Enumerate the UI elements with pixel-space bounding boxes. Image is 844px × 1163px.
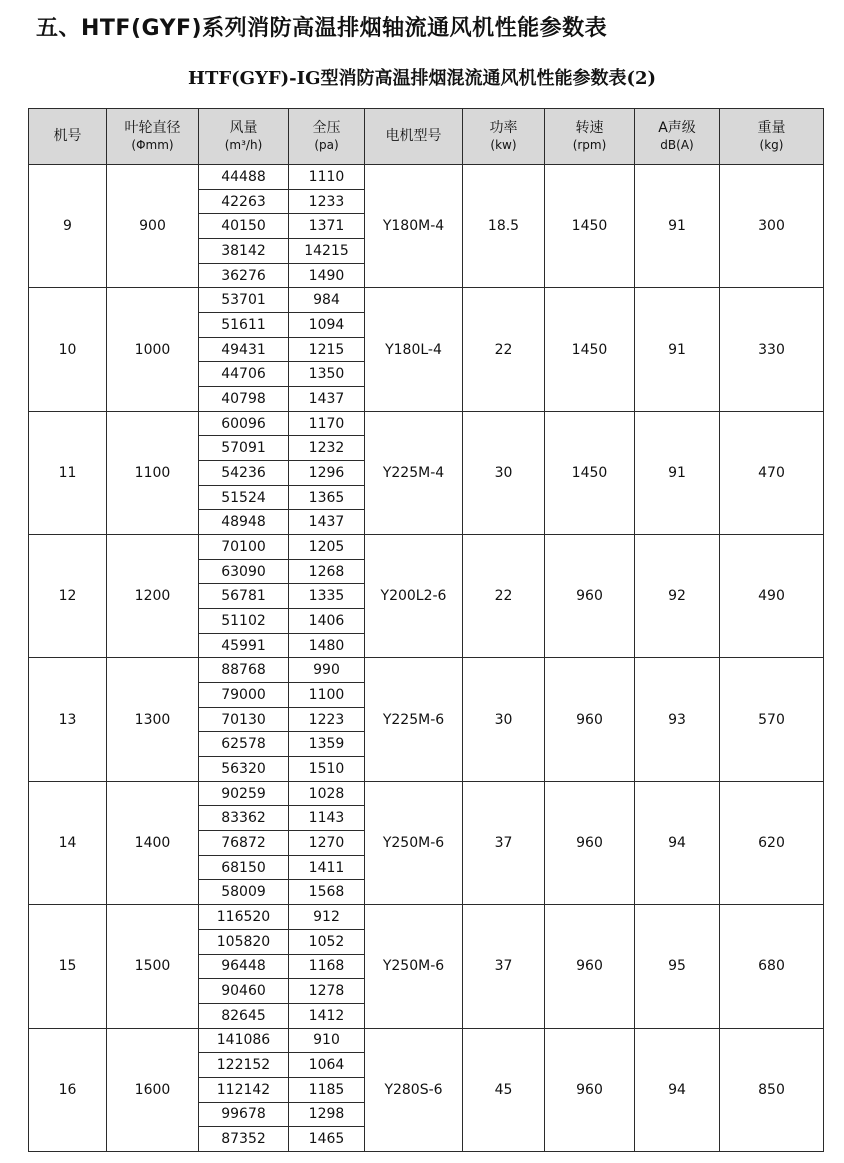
header-row: [29, 109, 824, 165]
air-volume-cell: 57091: [199, 436, 289, 461]
total-pressure-cell: 1110: [289, 165, 365, 190]
air-volume-cell: 36276: [199, 263, 289, 288]
fan-weight: 620: [720, 781, 824, 904]
model-number: 10: [29, 288, 107, 411]
air-volume-cell: 40798: [199, 387, 289, 412]
air-volume-cell: 40150: [199, 214, 289, 239]
fan-weight: 330: [720, 288, 824, 411]
table-row: [29, 411, 824, 436]
total-pressure-cell: 1568: [289, 880, 365, 905]
impeller-diameter: 900: [107, 165, 199, 288]
header-model-no: 机号: [29, 109, 107, 165]
total-pressure-cell: 1490: [289, 263, 365, 288]
total-pressure-cell: 1052: [289, 929, 365, 954]
noise-level: 93: [635, 658, 720, 781]
total-pressure-cell: 984: [289, 288, 365, 313]
fan-weight: 300: [720, 165, 824, 288]
air-volume-cell: 68150: [199, 855, 289, 880]
impeller-diameter: 1400: [107, 781, 199, 904]
noise-level: 92: [635, 535, 720, 658]
motor-model: Y250M-6: [365, 905, 463, 1028]
total-pressure-cell: 1296: [289, 461, 365, 486]
total-pressure-cell: 1028: [289, 781, 365, 806]
header-power: 功率 (kw): [463, 109, 545, 165]
header-impeller-diameter: 叶轮直径 (Φmm): [107, 109, 199, 165]
header-weight: 重量 (kg): [720, 109, 824, 165]
impeller-diameter: 1000: [107, 288, 199, 411]
header-total-pressure: 全压 (pa): [289, 109, 365, 165]
air-volume-cell: 60096: [199, 411, 289, 436]
total-pressure-cell: 1480: [289, 633, 365, 658]
air-volume-cell: 51102: [199, 609, 289, 634]
rotation-speed: 960: [545, 905, 635, 1028]
total-pressure-cell: 1233: [289, 189, 365, 214]
air-volume-cell: 122152: [199, 1053, 289, 1078]
air-volume-cell: 58009: [199, 880, 289, 905]
noise-level: 94: [635, 1028, 720, 1151]
model-number: 13: [29, 658, 107, 781]
motor-model: Y225M-6: [365, 658, 463, 781]
fan-weight: 680: [720, 905, 824, 1028]
total-pressure-cell: 1359: [289, 732, 365, 757]
model-number: 14: [29, 781, 107, 904]
air-volume-cell: 76872: [199, 831, 289, 856]
motor-model: Y250M-6: [365, 781, 463, 904]
air-volume-cell: 44706: [199, 362, 289, 387]
air-volume-cell: 56320: [199, 757, 289, 782]
table-row: [29, 658, 824, 683]
air-volume-cell: 87352: [199, 1127, 289, 1152]
fan-weight: 570: [720, 658, 824, 781]
model-number: 16: [29, 1028, 107, 1151]
total-pressure-cell: 1350: [289, 362, 365, 387]
motor-model: Y200L2-6: [365, 535, 463, 658]
motor-model: Y180M-4: [365, 165, 463, 288]
model-number: 9: [29, 165, 107, 288]
air-volume-cell: 44488: [199, 165, 289, 190]
total-pressure-cell: 1232: [289, 436, 365, 461]
noise-level: 91: [635, 165, 720, 288]
air-volume-cell: 51524: [199, 485, 289, 510]
air-volume-cell: 49431: [199, 337, 289, 362]
motor-power: 30: [463, 658, 545, 781]
total-pressure-cell: 1270: [289, 831, 365, 856]
total-pressure-cell: 1412: [289, 1003, 365, 1028]
air-volume-cell: 56781: [199, 584, 289, 609]
total-pressure-cell: 1298: [289, 1102, 365, 1127]
impeller-diameter: 1300: [107, 658, 199, 781]
total-pressure-cell: 1064: [289, 1053, 365, 1078]
air-volume-cell: 82645: [199, 1003, 289, 1028]
air-volume-cell: 96448: [199, 954, 289, 979]
total-pressure-cell: 1170: [289, 411, 365, 436]
model-number: 12: [29, 535, 107, 658]
total-pressure-cell: 14215: [289, 239, 365, 264]
air-volume-cell: 63090: [199, 559, 289, 584]
air-volume-cell: 116520: [199, 905, 289, 930]
page-heading: 五、HTF(GYF)系列消防高温排烟轴流通风机性能参数表: [36, 16, 608, 41]
fan-weight: 490: [720, 535, 824, 658]
air-volume-cell: 88768: [199, 658, 289, 683]
impeller-diameter: 1200: [107, 535, 199, 658]
air-volume-cell: 42263: [199, 189, 289, 214]
model-number: 11: [29, 411, 107, 534]
total-pressure-cell: 1335: [289, 584, 365, 609]
air-volume-cell: 70130: [199, 707, 289, 732]
air-volume-cell: 112142: [199, 1077, 289, 1102]
total-pressure-cell: 1406: [289, 609, 365, 634]
air-volume-cell: 48948: [199, 510, 289, 535]
air-volume-cell: 105820: [199, 929, 289, 954]
motor-model: Y280S-6: [365, 1028, 463, 1151]
noise-level: 94: [635, 781, 720, 904]
table-row: [29, 781, 824, 806]
rotation-speed: 960: [545, 1028, 635, 1151]
fan-weight: 850: [720, 1028, 824, 1151]
noise-level: 91: [635, 288, 720, 411]
air-volume-cell: 90460: [199, 979, 289, 1004]
motor-power: 18.5: [463, 165, 545, 288]
table-title: HTF(GYF)-IG型消防高温排烟混流通风机性能参数表(2): [187, 68, 657, 89]
performance-table: [28, 108, 824, 1152]
motor-power: 37: [463, 781, 545, 904]
total-pressure-cell: 1268: [289, 559, 365, 584]
total-pressure-cell: 1371: [289, 214, 365, 239]
air-volume-cell: 53701: [199, 288, 289, 313]
total-pressure-cell: 1510: [289, 757, 365, 782]
motor-power: 37: [463, 905, 545, 1028]
total-pressure-cell: 910: [289, 1028, 365, 1053]
total-pressure-cell: 1365: [289, 485, 365, 510]
rotation-speed: 960: [545, 781, 635, 904]
header-air-volume: 风量 (m³/h): [199, 109, 289, 165]
motor-power: 22: [463, 535, 545, 658]
header-noise-level: A声级 dB(A): [635, 109, 720, 165]
noise-level: 95: [635, 905, 720, 1028]
impeller-diameter: 1100: [107, 411, 199, 534]
table-row: [29, 535, 824, 560]
air-volume-cell: 83362: [199, 806, 289, 831]
air-volume-cell: 38142: [199, 239, 289, 264]
rotation-speed: 960: [545, 535, 635, 658]
impeller-diameter: 1600: [107, 1028, 199, 1151]
total-pressure-cell: 1100: [289, 683, 365, 708]
air-volume-cell: 51611: [199, 313, 289, 338]
total-pressure-cell: 1143: [289, 806, 365, 831]
total-pressure-cell: 1168: [289, 954, 365, 979]
motor-power: 45: [463, 1028, 545, 1151]
total-pressure-cell: 990: [289, 658, 365, 683]
header-motor-model: 电机型号: [365, 109, 463, 165]
total-pressure-cell: 1223: [289, 707, 365, 732]
air-volume-cell: 54236: [199, 461, 289, 486]
header-speed: 转速 (rpm): [545, 109, 635, 165]
total-pressure-cell: 1205: [289, 535, 365, 560]
rotation-speed: 1450: [545, 411, 635, 534]
noise-level: 91: [635, 411, 720, 534]
motor-power: 30: [463, 411, 545, 534]
table-row: [29, 165, 824, 190]
rotation-speed: 1450: [545, 288, 635, 411]
motor-model: Y180L-4: [365, 288, 463, 411]
total-pressure-cell: 1278: [289, 979, 365, 1004]
air-volume-cell: 45991: [199, 633, 289, 658]
total-pressure-cell: 1437: [289, 387, 365, 412]
air-volume-cell: 99678: [199, 1102, 289, 1127]
air-volume-cell: 70100: [199, 535, 289, 560]
table-row: [29, 288, 824, 313]
total-pressure-cell: 1094: [289, 313, 365, 338]
impeller-diameter: 1500: [107, 905, 199, 1028]
rotation-speed: 960: [545, 658, 635, 781]
total-pressure-cell: 1185: [289, 1077, 365, 1102]
model-number: 15: [29, 905, 107, 1028]
rotation-speed: 1450: [545, 165, 635, 288]
total-pressure-cell: 1215: [289, 337, 365, 362]
total-pressure-cell: 1465: [289, 1127, 365, 1152]
air-volume-cell: 90259: [199, 781, 289, 806]
table-row: [29, 905, 824, 930]
fan-weight: 470: [720, 411, 824, 534]
table-body: [29, 165, 824, 1152]
motor-model: Y225M-4: [365, 411, 463, 534]
motor-power: 22: [463, 288, 545, 411]
table-row: [29, 1028, 824, 1053]
air-volume-cell: 141086: [199, 1028, 289, 1053]
total-pressure-cell: 912: [289, 905, 365, 930]
air-volume-cell: 62578: [199, 732, 289, 757]
total-pressure-cell: 1411: [289, 855, 365, 880]
air-volume-cell: 79000: [199, 683, 289, 708]
total-pressure-cell: 1437: [289, 510, 365, 535]
